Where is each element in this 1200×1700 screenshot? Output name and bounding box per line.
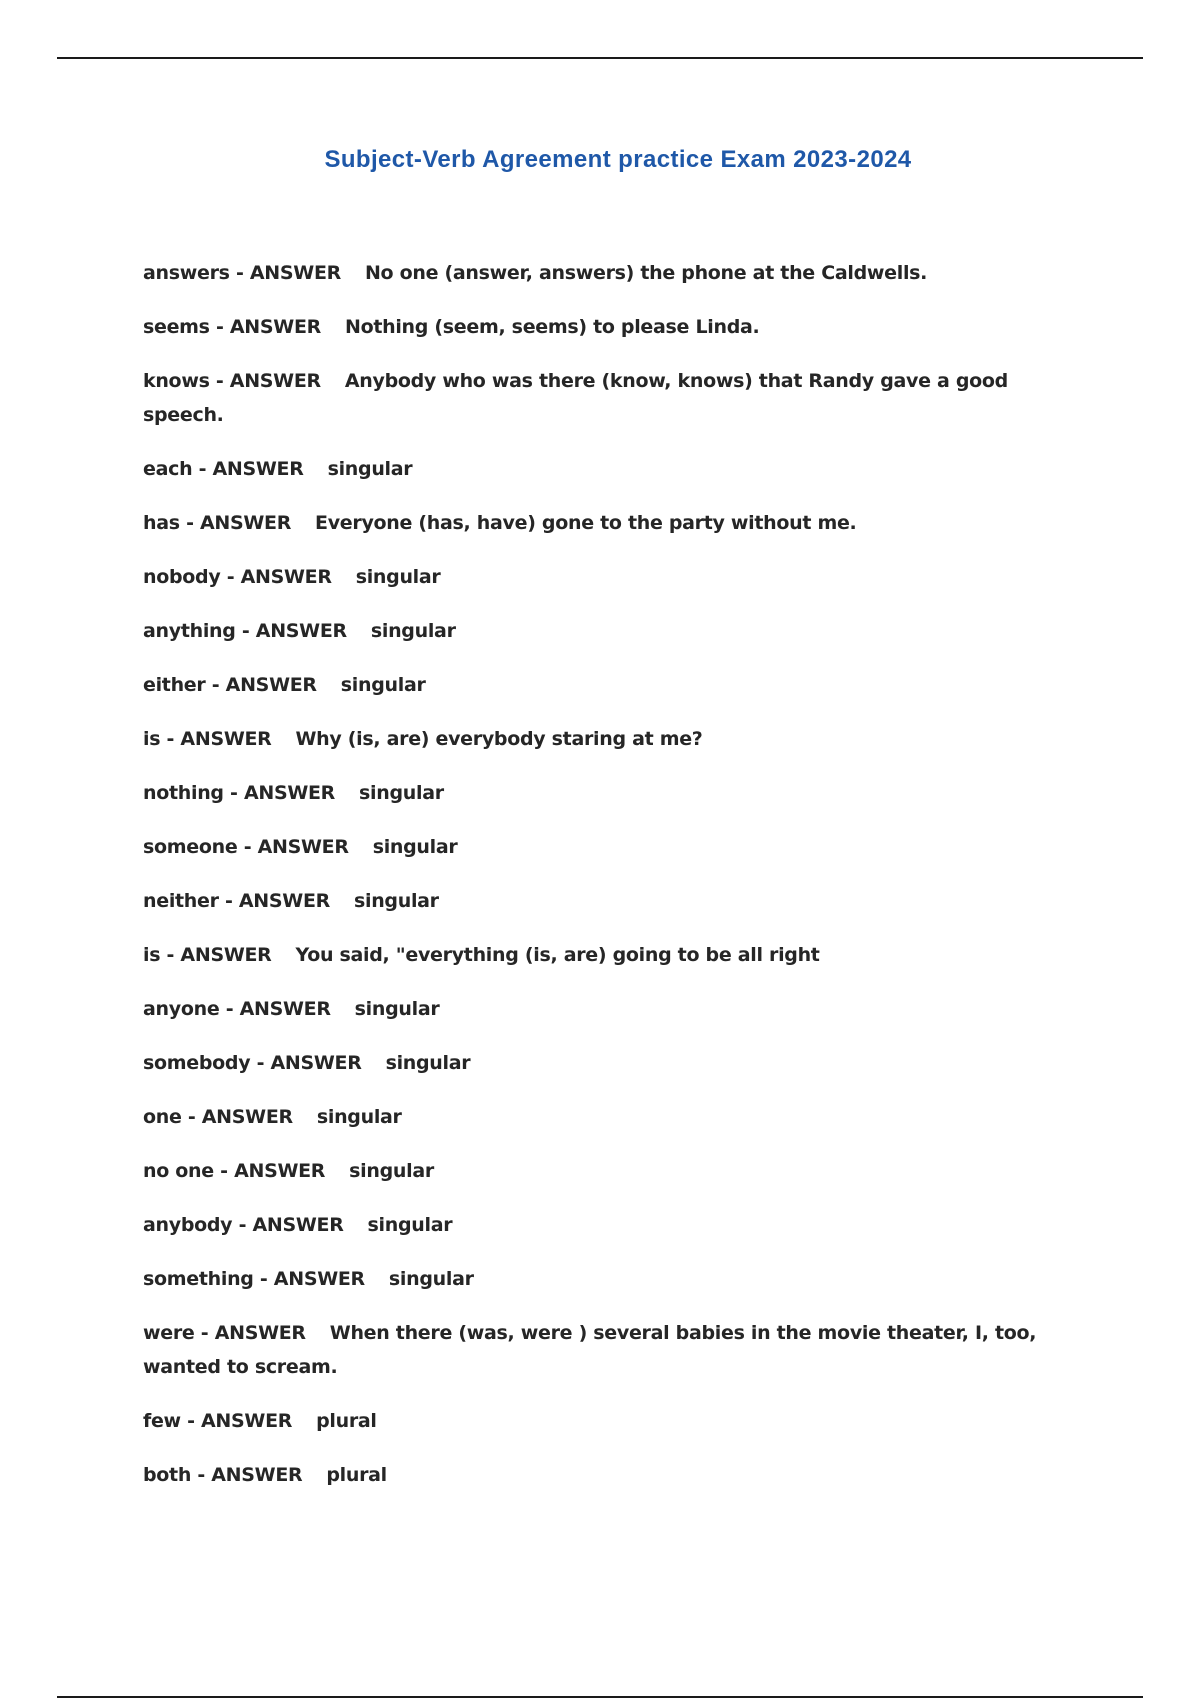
item-definition: singular — [353, 890, 439, 912]
item-definition: plural — [326, 1464, 387, 1486]
list-item — [143, 364, 1093, 432]
item-term: anybody - ANSWER — [143, 1214, 344, 1236]
item-definition: You said, "everything (is, are) going to be all right — [295, 944, 820, 966]
item-term: neither - ANSWER — [143, 890, 330, 912]
list-item — [143, 310, 1093, 344]
item-definition: Anybody who was there (know, knows) that Randy gave a good speech. — [143, 370, 1008, 426]
list-item — [143, 1404, 1093, 1438]
bottom-rule — [57, 1696, 1143, 1698]
list-item — [143, 938, 1093, 972]
item-term: nobody - ANSWER — [143, 566, 332, 588]
item-term: few - ANSWER — [143, 1410, 293, 1432]
item-term: both - ANSWER — [143, 1464, 303, 1486]
qa-list — [143, 256, 1093, 1512]
list-item — [143, 614, 1093, 648]
list-item — [143, 506, 1093, 540]
item-definition: singular — [370, 620, 456, 642]
list-item — [143, 1458, 1093, 1492]
item-definition: singular — [359, 782, 444, 804]
list-item — [143, 992, 1093, 1026]
list-item — [143, 452, 1093, 486]
list-item — [143, 776, 1093, 810]
list-item — [143, 1154, 1093, 1188]
item-definition: singular — [340, 674, 426, 696]
list-item — [143, 830, 1093, 864]
item-term: has - ANSWER — [143, 512, 292, 534]
item-definition: Nothing (seem, seems) to please Linda. — [344, 316, 760, 338]
item-definition: singular — [372, 836, 458, 858]
item-term: each - ANSWER — [143, 458, 304, 480]
item-term: were - ANSWER — [143, 1322, 306, 1344]
item-term: is - ANSWER — [143, 728, 272, 750]
item-term: either - ANSWER — [143, 674, 317, 696]
list-item — [143, 1316, 1093, 1384]
item-definition: Why (is, are) everybody staring at me? — [295, 728, 703, 750]
item-term: someone - ANSWER — [143, 836, 349, 858]
item-term: knows - ANSWER — [143, 370, 321, 392]
item-term: answers - ANSWER — [143, 262, 341, 284]
item-term: is - ANSWER — [143, 944, 272, 966]
item-definition: singular — [355, 566, 441, 588]
list-item — [143, 1208, 1093, 1242]
item-definition: Everyone (has, have) gone to the party without me. — [315, 512, 857, 534]
list-item — [143, 256, 1093, 290]
item-definition: When there (was, were ) several babies in the movie theater, I, too, wanted to scream. — [143, 1322, 1037, 1378]
list-item — [143, 1100, 1093, 1134]
list-item — [143, 884, 1093, 918]
list-item — [143, 722, 1093, 756]
item-definition: singular — [316, 1106, 402, 1128]
list-item — [143, 668, 1093, 702]
list-item — [143, 1262, 1093, 1296]
list-item — [143, 1046, 1093, 1080]
document-title: Subject-Verb Agreement practice Exam 2023-2024 — [324, 146, 912, 173]
item-definition: singular — [354, 998, 440, 1020]
item-definition: singular — [367, 1214, 453, 1236]
item-definition: No one (answer, answers) the phone at the Caldwells. — [364, 262, 928, 284]
item-term: somebody - ANSWER — [143, 1052, 362, 1074]
top-rule — [57, 57, 1143, 59]
list-item — [143, 560, 1093, 594]
item-definition: singular — [388, 1268, 474, 1290]
item-definition: singular — [327, 458, 413, 480]
item-definition: singular — [385, 1052, 471, 1074]
item-term: one - ANSWER — [143, 1106, 293, 1128]
item-term: something - ANSWER — [143, 1268, 365, 1290]
item-term: anything - ANSWER — [143, 620, 347, 642]
item-definition: singular — [349, 1160, 434, 1182]
item-term: seems - ANSWER — [143, 316, 321, 338]
item-term: anyone - ANSWER — [143, 998, 331, 1020]
item-term: no one - ANSWER — [143, 1160, 326, 1182]
item-definition: plural — [316, 1410, 377, 1432]
item-term: nothing - ANSWER — [143, 782, 336, 804]
